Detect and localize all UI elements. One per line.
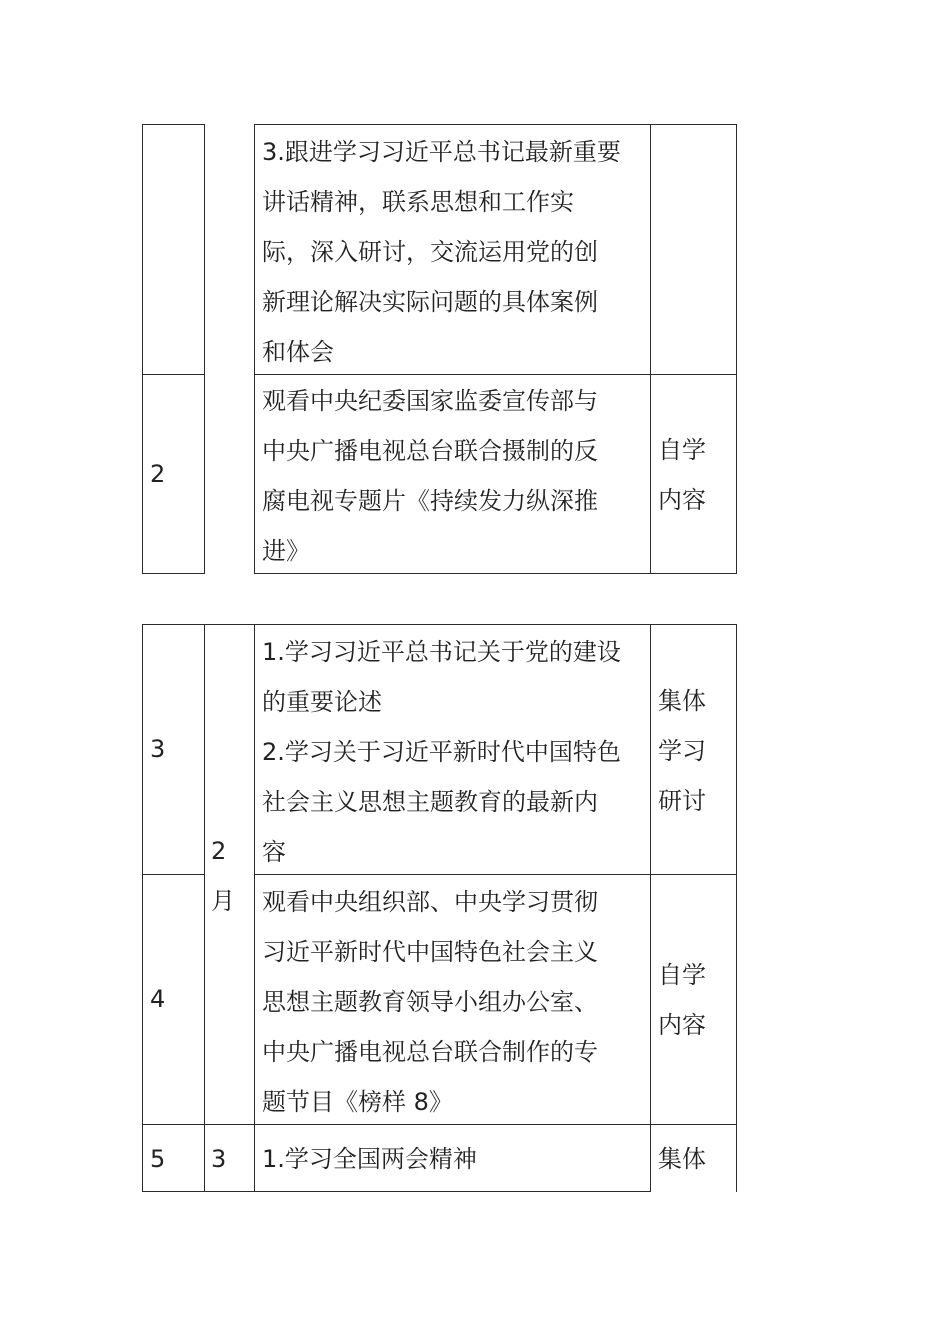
table-border [736,624,737,1192]
table-border [736,124,737,574]
table-row-index: 4 [150,985,166,1013]
table-border [254,624,255,1192]
month-cell-mar: 3 [211,1145,227,1173]
table-border [142,573,205,574]
table-row-form: 集体 学习 研讨 [658,687,706,815]
table-border [204,124,205,574]
table-border [142,374,205,375]
table-border [142,874,205,875]
table-border [142,124,205,125]
table-row-index: 3 [150,735,166,763]
table-row-form: 集体 [658,1145,706,1173]
table-row-form: 自学 内容 [658,436,706,514]
table-row-index: 5 [150,1145,166,1173]
table-border [142,624,737,625]
table-border [142,124,143,574]
table-border [204,624,205,1192]
table-row-form: 自学 内容 [658,961,706,1039]
table-row-content: 观看中央纪委国家监委宣传部与 中央广播电视总台联合摄制的反 腐电视专题片《持续发力纵深推 进》 [262,387,598,565]
table-border [142,1191,651,1192]
table-row-content: 观看中央组织部、中央学习贯彻 习近平新时代中国特色社会主义 思想主题教育领导小组办公室、 中央广播电视总台联合制作的专 题节目《榜样 8》 [262,888,598,1116]
table-border [142,624,143,1192]
table-border [254,124,737,125]
month-cell-feb: 2 月 [211,837,235,915]
table-row-content: 1.学习习近平总书记关于党的建设 的重要论述 2.学习关于习近平新时代中国特色 社会主义思想主题教育的最新内 容 [262,638,621,866]
table-row-content: 3.跟进学习习近平总书记最新重要 讲话精神，联系思想和工作实 际，深入研讨，交流运用党的创 新理论解决实际问题的具体案例 和体会 [262,138,621,366]
table-row-index: 2 [150,460,166,488]
table-border [254,124,255,574]
table-row-content: 1.学习全国两会精神 [262,1145,477,1173]
